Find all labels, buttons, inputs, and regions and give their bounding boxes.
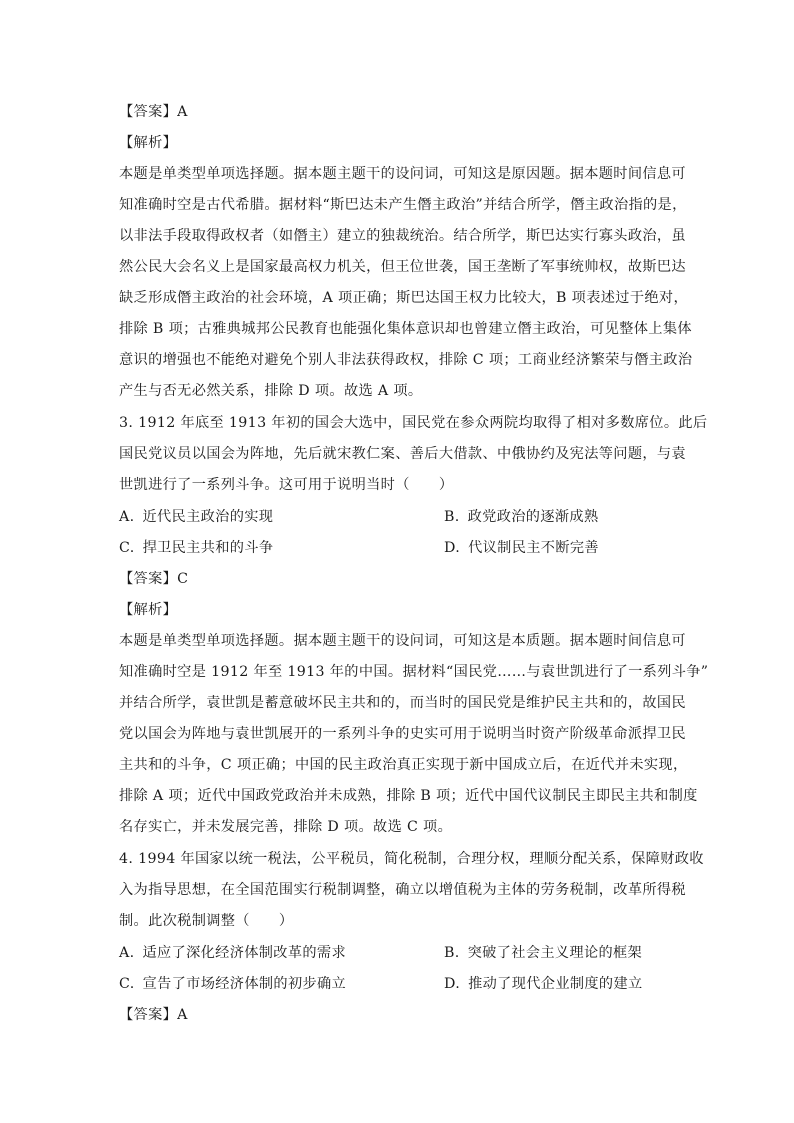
option-text: 捍卫民主共和的斗争 — [142, 540, 274, 556]
option-text: 政党政治的逐渐成熟 — [467, 509, 599, 525]
q3-analysis-line: 排除 A 项；近代中国政党政治并未成熟，排除 B 项；近代中国代议制民主即民主共和制度 — [119, 788, 698, 804]
q4-option-b — [444, 943, 642, 963]
q4-option-a — [119, 943, 346, 963]
q2-analysis-line: 意识的增强也不能绝对避免个别人非法获得政权，排除 C 项；工商业经济繁荣与僭主政治 — [119, 352, 693, 368]
q4-option-c — [119, 974, 346, 994]
option-letter: A. — [119, 509, 135, 525]
q2-analysis-line: 知准确时空是古代希腊。据材料“斯巴达未产生僭主政治”并结合所学，僭主政治指的是， — [119, 197, 687, 213]
q2-answer: 【答案】A — [119, 104, 188, 120]
q3-analysis-line: 本题是单类型单项选择题。据本题主题干的设问词，可知这是本质题。据本题时间信息可 — [119, 633, 686, 649]
q3-stem-line: 世凯进行了一系列斗争。这可用于说明当时（ ） — [119, 477, 454, 493]
q4-option-d — [444, 974, 643, 994]
option-text: 代议制民主不断完善 — [468, 540, 599, 556]
q3-answer: 【答案】C — [119, 571, 189, 587]
option-letter: A. — [119, 945, 135, 961]
q3-option-b — [444, 507, 598, 527]
q3-analysis-line: 并结合所学，袁世凯是蓄意破坏民主共和的，而当时的国民党是维护民主共和的，故国民 — [119, 695, 686, 711]
q3-analysis-label: 【解析】 — [119, 602, 178, 618]
q3-stem-line: 国民党议员以国会为阵地，先后就宋教仁案、善后大借款、中俄协约及宪法等问题，与袁 — [119, 446, 686, 462]
q4-answer: 【答案】A — [119, 1007, 188, 1023]
q3-analysis-line: 知准确时空是 1912 年至 1913 年的中国。据材料“国民党……与袁世凯进行了一系列斗争” — [119, 664, 709, 680]
option-letter: B. — [444, 509, 460, 525]
q2-analysis-line: 产生与否无必然关系，排除 D 项。故选 A 项。 — [119, 383, 423, 399]
option-letter: D. — [444, 540, 461, 556]
q2-analysis-line: 然公民大会名义上是国家最高权力机关，但王位世袭，国王垄断了军事统帅权，故斯巴达 — [119, 259, 686, 275]
q3-option-a — [119, 507, 273, 527]
q2-analysis-line: 以非法手段取得政权者（如僭主）建立的独裁统治。结合所学，斯巴达实行寡头政治，虽 — [119, 228, 686, 244]
q3-option-c — [119, 538, 273, 558]
option-text: 突破了社会主义理论的框架 — [467, 945, 643, 961]
option-text: 适应了深化经济体制改革的需求 — [142, 945, 346, 961]
q2-analysis-line: 本题是单类型单项选择题。据本题主题干的设问词，可知这是原因题。据本题时间信息可 — [119, 166, 686, 182]
q2-analysis-line: 缺乏形成僭主政治的社会环境，A 项正确；斯巴达国王权力比较大，B 项表述过于绝对， — [119, 290, 688, 306]
q3-option-d — [444, 538, 599, 558]
q4-stem-line: 入为指导思想，在全国范围实行税制调整，确立以增值税为主体的劳务税制，改革所得税 — [119, 882, 686, 898]
q3-stem-line: 3. 1912 年底至 1913 年初的国会大选中，国民党在参众两院均取得了相对多数席位。此后 — [119, 415, 708, 431]
q3-analysis-line: 主共和的斗争，C 项正确；中国的民主政治真正实现于新中国成立后，在近代并未实现， — [119, 757, 688, 773]
option-letter: C. — [119, 976, 135, 992]
option-text: 近代民主政治的实现 — [142, 509, 274, 525]
option-letter: C. — [119, 540, 135, 556]
q2-analysis-line: 排除 B 项；古雅典城邦公民教育也能强化集体意识却也曾建立僭主政治，可见整体上集体 — [119, 321, 692, 337]
option-text: 宣告了市场经济体制的初步确立 — [142, 976, 347, 992]
q2-analysis-label: 【解析】 — [119, 135, 178, 151]
q3-analysis-line: 名存实亡，并未发展完善，排除 D 项。故选 C 项。 — [119, 819, 453, 835]
q3-analysis-line: 党以国会为阵地与袁世凯展开的一系列斗争的史实可用于说明当时资产阶级革命派捍卫民 — [119, 726, 686, 742]
q4-stem-line: 制。此次税制调整（ ） — [119, 913, 294, 929]
option-letter: D. — [444, 976, 461, 992]
option-letter: B. — [444, 945, 460, 961]
option-text: 推动了现代企业制度的建立 — [468, 976, 643, 992]
q4-stem-line: 4. 1994 年国家以统一税法，公平税员，简化税制，合理分权，理顺分配关系，保障财政收 — [119, 851, 704, 867]
